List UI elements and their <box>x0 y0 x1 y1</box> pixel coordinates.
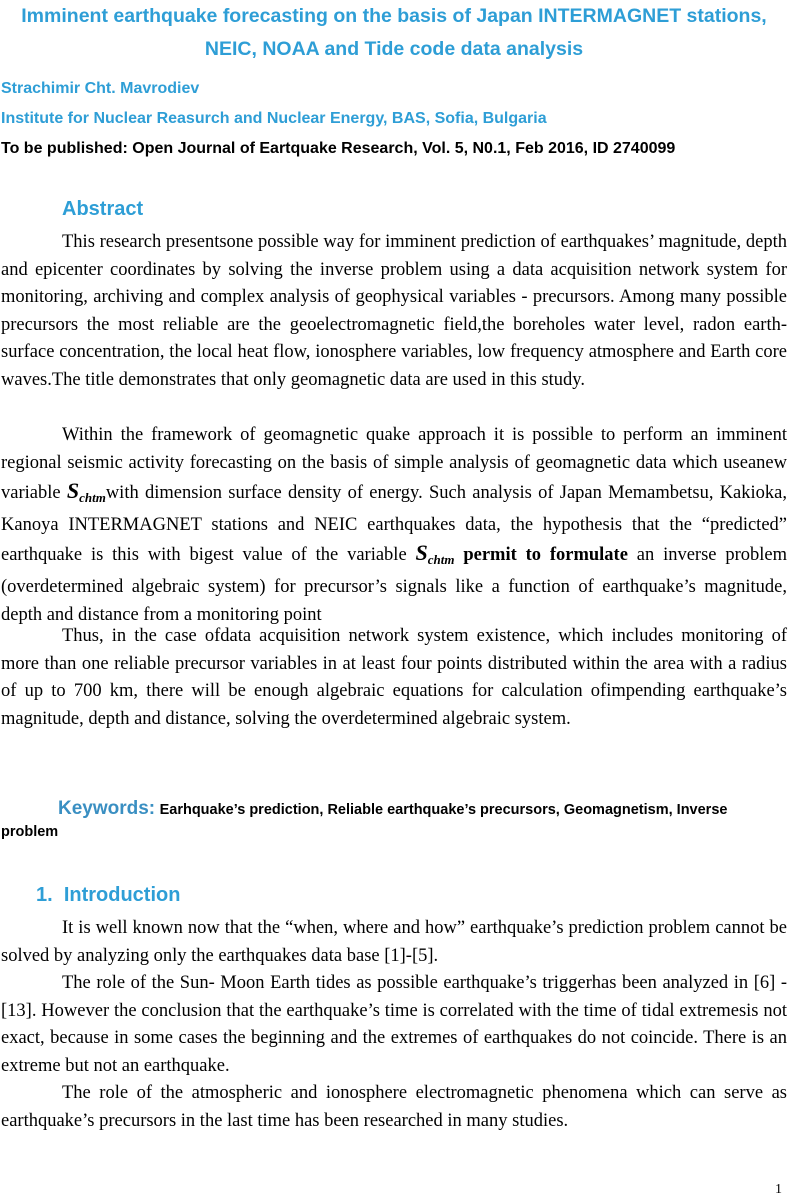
introduction-heading <box>36 884 180 907</box>
variable-s-chtm: $S_{chtm}$ <box>415 540 455 568</box>
intro-paragraph-2: The role of the Sun- Moon Earth tides as possible earthquake’s triggerhas been analyzed in [6] - [13]. However the conclusion that the earthquake’s time is correlated with the time of tidal extremesis not exact, because in some cases the beginning and the extremes of earthquakes do not coincide. There is an extreme but not an earthquake. <box>1 973 787 1076</box>
page-number: 1 <box>775 1182 782 1197</box>
abstract-paragraph-2 <box>1 422 787 629</box>
abstract-heading: Abstract <box>62 198 144 220</box>
abstract-p2-text-a: Within the framework of geomagnetic quake approach it is possible to perform an imminent regional seismic activity forecasting on the basis of simple analysis of geomagnetic data which useanew variable <box>1 425 787 504</box>
abstract-p2-bold: permit to formulate <box>463 545 628 566</box>
publication-note: To be published: Open Journal of Eartquake Research, Vol. 5, N0.1, Feb 2016, ID 2740099 <box>1 140 676 157</box>
abstract-paragraph-3: Thus, in the case ofdata acquisition network system existence, which includes monitoring of more than one reliable precursor variables in at least four points distributed within the area with a radius of up to 700 km, there will be enough algebraic equations for calculation ofimpending earthquake’s magnitude, depth and distance, solving the overdetermined algebraic system. <box>1 626 787 729</box>
section-number: 1. <box>36 884 53 906</box>
abstract-paragraph-1: This research presentsone possible way for imminent prediction of earthquakes’ magnitude, depth and epicenter coordinates by solving the inverse problem using a data acquisition network system for monitoring, archiving and complex analysis of geophysical variables - precursors. Among many possible precursors the most reliable are the geoelectromagnetic field,the boreholes water level, radon earth-surface concentration, the local heat flow, ionosphere variables, low frequency atmosphere and Earth core waves.The title demonstrates that only geomagnetic data are used in this study. <box>1 232 787 390</box>
intro-paragraph-1: It is well known now that the “when, where and how” earthquake’s prediction problem cannot be solved by analyzing only the earthquakes data base [1]-[5]. <box>1 918 787 966</box>
author: Strachimir Cht. Mavrodiev <box>1 80 200 97</box>
section-title: Introduction <box>63 884 181 906</box>
intro-paragraph-3: The role of the atmospheric and ionosphere electromagnetic phenomena which can serve as earthquake’s precursors in the last time has been researched in many studies. <box>1 1083 787 1131</box>
keywords-label: Keywords: <box>58 798 156 819</box>
variable-s-chtm: $S_{chtm}$ <box>66 478 106 506</box>
abstract-p2-text-b: with dimension surface density of energy. Such analysis of Japan Memambetsu, Kakioka, Kanoya INTERMAGNET stations and NEIC earthquakes data, the hypothesis that the “predicted” earthquake is this with bigest value of the variable <box>1 483 787 566</box>
abstract-p2-text-c: an inverse problem (overdetermined algebraic system) for precursor’s signals like a function of earthquake’s magnitude, depth and distance from a monitoring point <box>1 545 787 625</box>
keywords <box>1 798 787 843</box>
affiliation: Institute for Nuclear Reasurch and Nuclear Energy, BAS, Sofia, Bulgaria <box>1 110 547 127</box>
paper-title: Imminent earthquake forecasting on the basis of Japan INTERMAGNET stations, NEIC, NOAA and Tide code data analysis <box>21 5 767 60</box>
keywords-text: Earhquake’s prediction, Reliable earthquake’s precursors, Geomagnetism, Inverse problem <box>1 802 728 840</box>
